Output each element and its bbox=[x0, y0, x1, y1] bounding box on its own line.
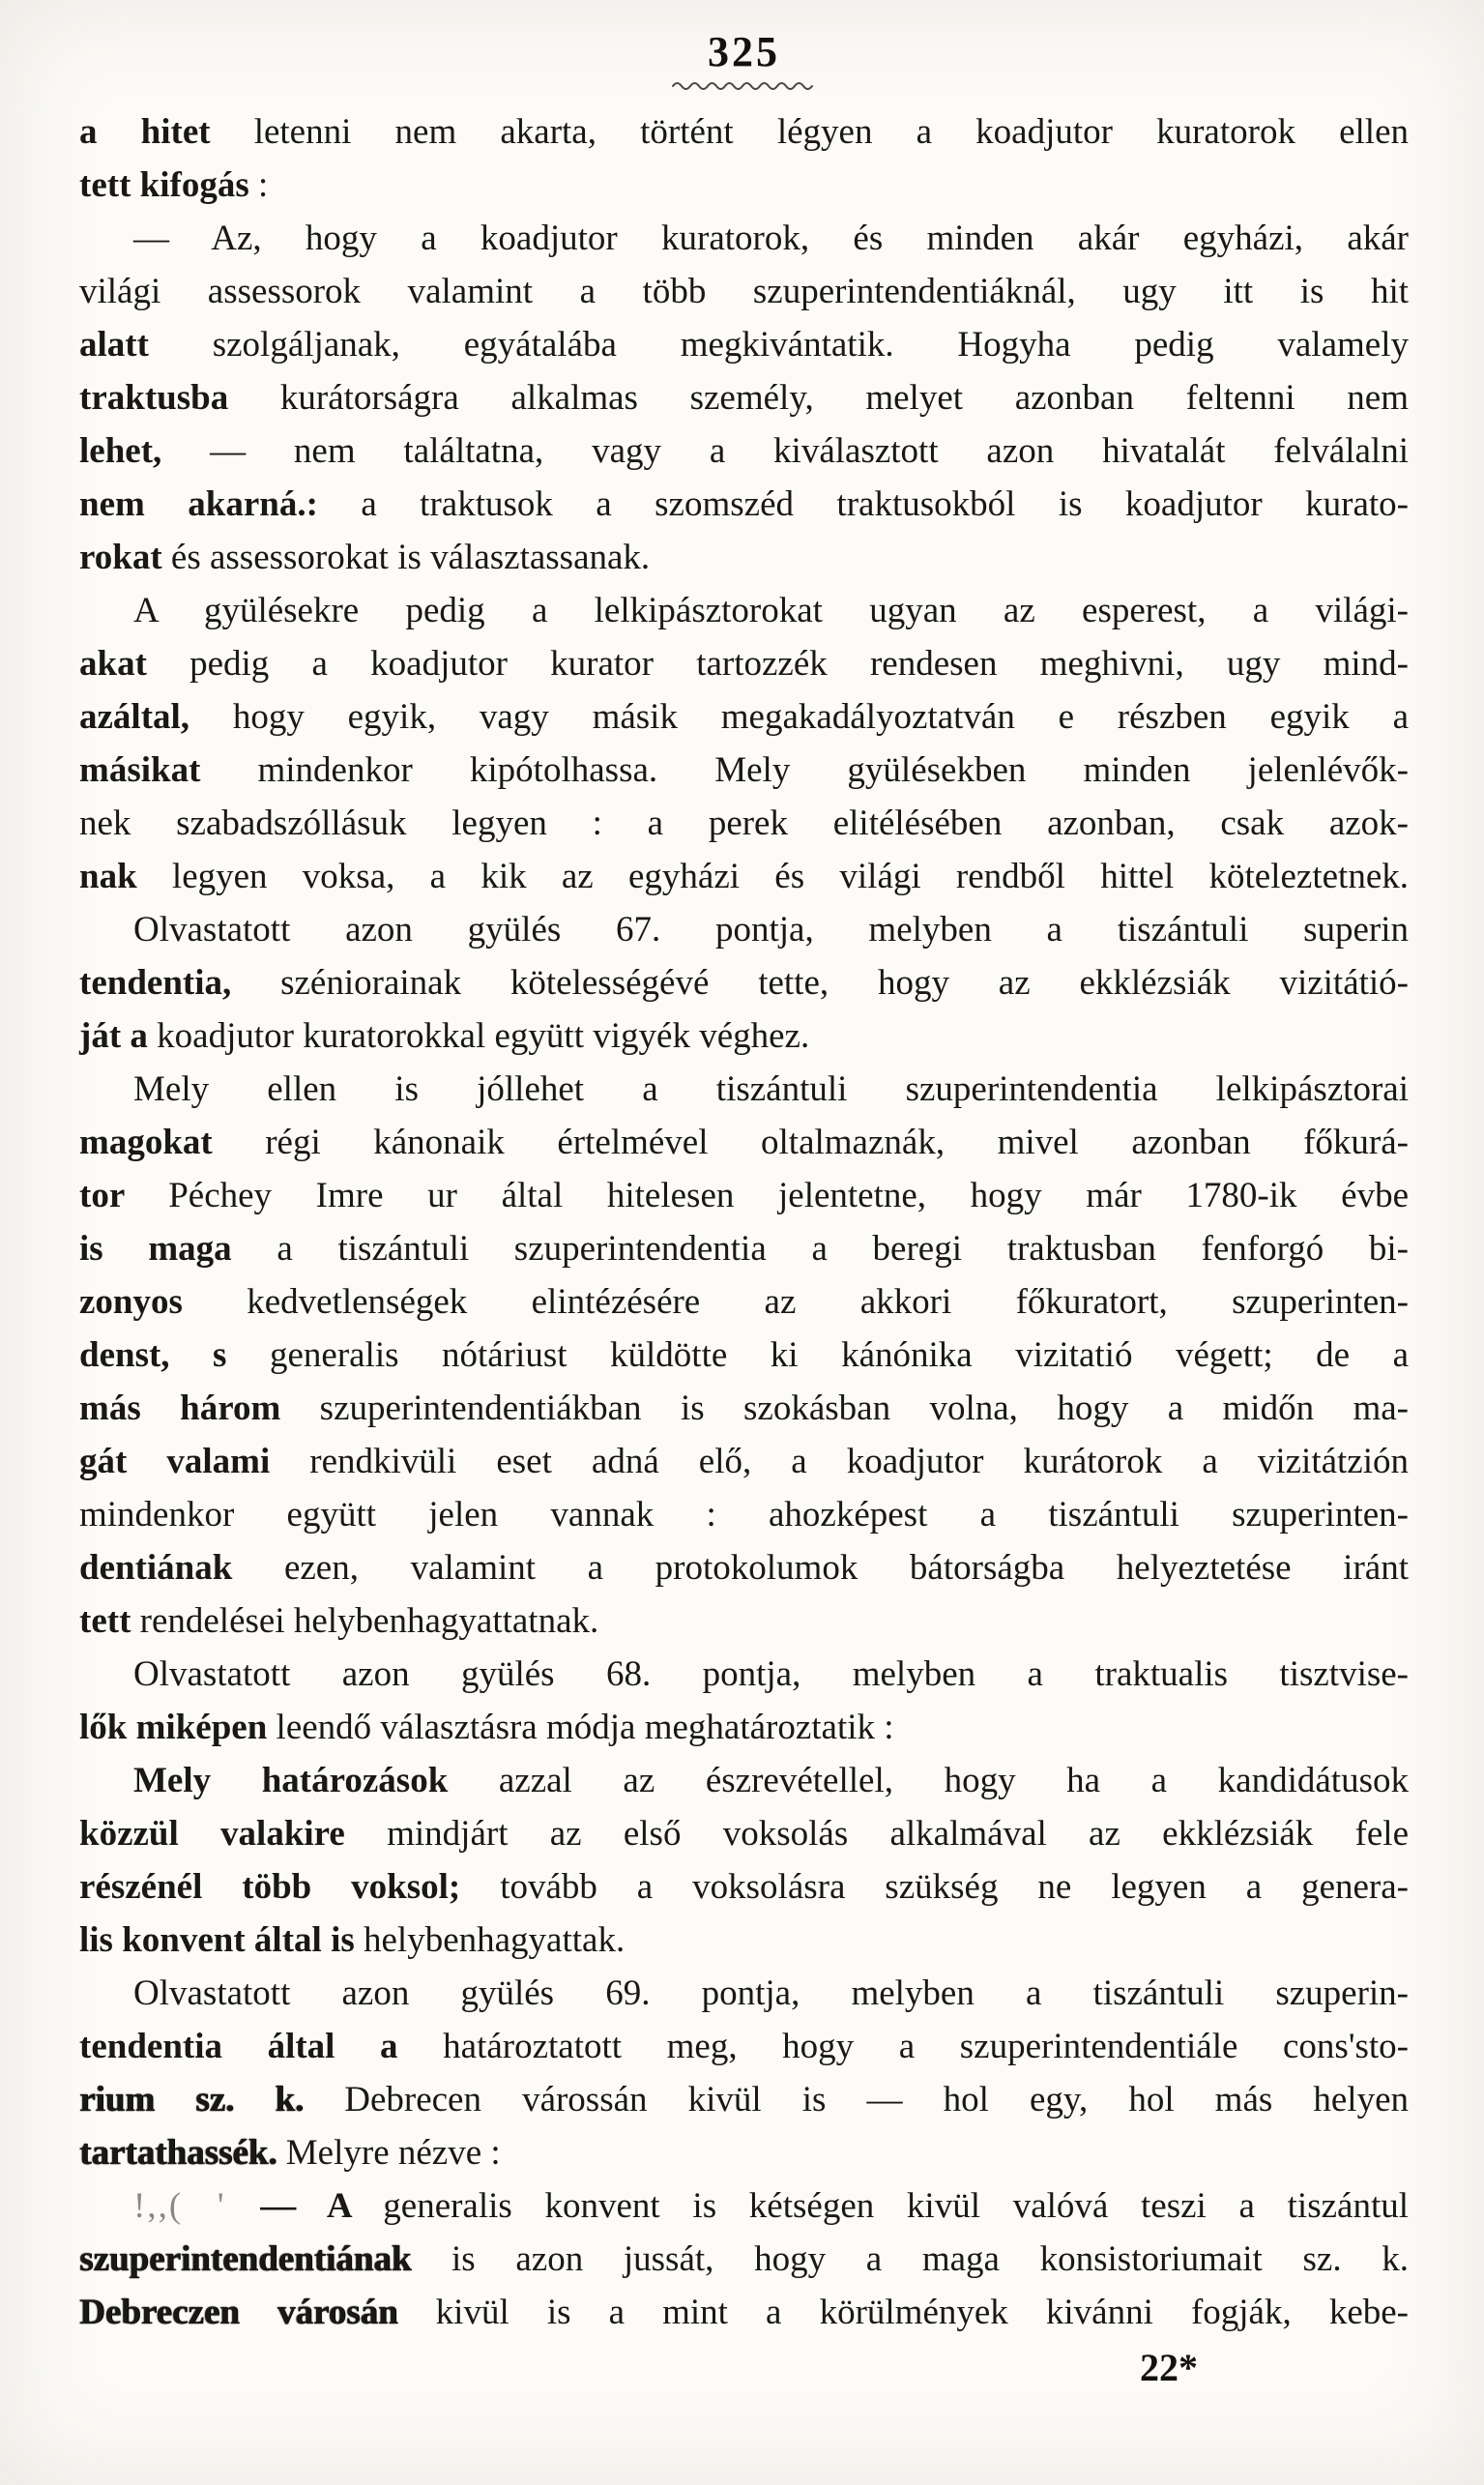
lead-word: másikat bbox=[79, 750, 258, 790]
text-line bbox=[79, 2286, 1409, 2339]
lead-word: magokat bbox=[79, 1123, 266, 1162]
signature-mark: 22* bbox=[1140, 2346, 1198, 2389]
lead-word: ját a bbox=[79, 1016, 158, 1056]
lead-word: lis konvent által is bbox=[79, 1920, 364, 1960]
text-line bbox=[79, 690, 1409, 744]
lead-word: tett bbox=[79, 1601, 140, 1641]
line-text: határoztatott meg, hogy a szuperintendentiále cons'sto- bbox=[443, 2027, 1409, 2066]
line-text: Olvastatott azon gyülés 67. pontja, melyben a tiszántuli superin bbox=[133, 910, 1409, 950]
line-text: kurátorságra alkalmas személy, melyet azonban feltenni nem bbox=[279, 378, 1409, 418]
line-text: legyen voksa, a kik az egyházi és világi rendből hittel köteleztetnek. bbox=[171, 857, 1409, 896]
line-text: azzal az észrevétellel, hogy ha a kandidátusok bbox=[498, 1761, 1409, 1800]
text-line bbox=[79, 1222, 1409, 1275]
text-line bbox=[79, 478, 1409, 531]
lead-word: közzül valakire bbox=[79, 1814, 388, 1854]
lead-word: Mely határozások bbox=[133, 1761, 499, 1800]
text-line bbox=[79, 797, 1409, 850]
line-text: tovább a voksolásra szükség ne legyen a genera- bbox=[500, 1867, 1409, 1907]
line-text: szolgáljanak, egyátalába megkivántatik. Hogyha pedig valamely bbox=[212, 325, 1409, 365]
text-line bbox=[79, 903, 1409, 956]
line-text: régi kánonaik értelmével oltalmaznák, mivel azonban főkurá- bbox=[265, 1123, 1409, 1162]
text-line bbox=[79, 2233, 1409, 2286]
line-text: széniorainak kötelességévé tette, hogy az ekklézsiák vizitátió- bbox=[280, 963, 1410, 1003]
line-text: Mely ellen is jóllehet a tiszántuli szuperintendentia lelkipásztorai bbox=[133, 1069, 1409, 1109]
text-line bbox=[79, 1860, 1409, 1914]
line-text: A gyülésekre pedig a lelkipásztorokat ugyan az esperest, a világi- bbox=[133, 591, 1409, 630]
text-line bbox=[79, 1967, 1409, 2020]
text-line bbox=[79, 1275, 1409, 1329]
text-line bbox=[79, 265, 1409, 318]
line-text: nek szabadszóllásuk legyen : a perek elitélésében azonban, csak azok- bbox=[79, 804, 1409, 843]
lead-word: tett kifogás bbox=[79, 165, 258, 205]
lead-word: rium sz. k. bbox=[79, 2080, 345, 2120]
text-line bbox=[79, 1648, 1409, 1701]
text-line bbox=[79, 159, 1409, 212]
lead-word: gát valami bbox=[79, 1442, 310, 1481]
line-text: rendelései helybenhagyattatnak. bbox=[139, 1601, 599, 1641]
line-text: — Az, hogy a koadjutor kuratorok, és minden akár egyházi, akár bbox=[133, 219, 1409, 258]
lead-word: Debreczen városán bbox=[79, 2293, 436, 2332]
lead-word: részénél több voksol; bbox=[79, 1867, 501, 1907]
text-line bbox=[79, 956, 1409, 1009]
lead-word: zonyos bbox=[79, 1282, 247, 1322]
lead-word: — A bbox=[260, 2186, 384, 2226]
lead-word: denst, s bbox=[79, 1335, 270, 1375]
text-line bbox=[79, 1329, 1409, 1382]
line-text: Olvastatott azon gyülés 68. pontja, melyben a traktualis tisztvise- bbox=[133, 1654, 1409, 1694]
body-text bbox=[79, 105, 1409, 2339]
text-line bbox=[79, 1541, 1409, 1594]
lead-word: lők miképen bbox=[79, 1708, 276, 1747]
lead-word: azáltal, bbox=[79, 697, 233, 737]
lead-word: a hitet bbox=[79, 112, 254, 152]
text-line bbox=[79, 212, 1409, 265]
text-line bbox=[79, 1914, 1409, 1967]
line-text: Melyre nézve : bbox=[285, 2133, 501, 2173]
text-line bbox=[79, 371, 1409, 424]
lead-word: traktusba bbox=[79, 378, 280, 418]
lead-word: tendentia, bbox=[79, 963, 281, 1003]
lead-word: más három bbox=[79, 1389, 320, 1428]
line-text: világi assessorok valamint a több szuperintendentiáknál, ugy itt is hit bbox=[79, 272, 1409, 311]
text-line bbox=[79, 1488, 1409, 1541]
ink-artifact: !,,( ' bbox=[133, 2186, 261, 2226]
line-text: a tiszántuli szuperintendentia a beregi traktusban fenforgó bi- bbox=[276, 1229, 1410, 1269]
line-text: leendő választásra módja meghatároztatik : bbox=[276, 1708, 894, 1747]
text-line bbox=[79, 1063, 1409, 1116]
text-line bbox=[79, 1754, 1409, 1807]
text-line bbox=[79, 105, 1409, 159]
text-line bbox=[79, 1009, 1409, 1063]
text-line bbox=[79, 1169, 1409, 1222]
lead-word: tor bbox=[79, 1176, 169, 1215]
squiggle-underline bbox=[671, 78, 818, 92]
lead-word: szuperintendentiának bbox=[79, 2239, 452, 2279]
text-line bbox=[79, 2126, 1409, 2179]
text-line bbox=[79, 1701, 1409, 1754]
line-text: generalis nótáriust küldötte ki kánónika vizitatió végett; de a bbox=[269, 1335, 1409, 1375]
text-line bbox=[79, 1116, 1409, 1169]
line-text: hogy egyik, vagy másik megakadályoztatván e részben egyik a bbox=[232, 697, 1409, 737]
text-line bbox=[79, 2179, 1409, 2233]
lead-word: tendentia által a bbox=[79, 2027, 444, 2066]
page-number: 325 bbox=[708, 28, 780, 75]
text-line bbox=[79, 1807, 1409, 1860]
line-text: és assessorokat is választassanak. bbox=[170, 538, 651, 577]
line-text: is azon jussát, hogy a maga konsistoriumait sz. k. bbox=[451, 2239, 1409, 2279]
line-text: — nem találtatna, vagy a kiválasztott azon hivatalát felválalni bbox=[210, 431, 1409, 471]
line-text: mindjárt az első voksolás alkalmával az ekklézsiák fele bbox=[387, 1814, 1410, 1854]
text-line bbox=[79, 318, 1409, 371]
lead-word: nem akarná.: bbox=[79, 484, 362, 524]
text-line bbox=[79, 2073, 1409, 2126]
line-text: mindenkor kipótolhassa. Mely gyülésekben minden jelenlévők- bbox=[257, 750, 1409, 790]
line-text: rendkivüli eset adná elő, a koadjutor kurátorok a vizitátzión bbox=[309, 1442, 1409, 1481]
text-line bbox=[79, 584, 1409, 637]
line-text: Olvastatott azon gyülés 69. pontja, melyben a tiszántuli szuperin- bbox=[133, 1973, 1409, 2013]
lead-word: lehet, bbox=[79, 431, 211, 471]
text-line bbox=[79, 637, 1409, 690]
line-text: helybenhagyattak. bbox=[364, 1920, 626, 1960]
lead-word: rokat bbox=[79, 538, 171, 577]
lead-word: tartathassék. bbox=[79, 2133, 286, 2173]
line-text: Péchey Imre ur által hitelesen jelentetne, hogy már 1780-ik évbe bbox=[168, 1176, 1409, 1215]
text-line bbox=[79, 1382, 1409, 1435]
lead-word: nak bbox=[79, 857, 172, 896]
text-line bbox=[79, 744, 1409, 797]
line-text: pedig a koadjutor kurator tartozzék rendesen meghivni, ugy mind- bbox=[189, 644, 1409, 684]
lead-word: alatt bbox=[79, 325, 213, 365]
line-text: : bbox=[257, 165, 269, 205]
line-text: ezen, valamint a protokolumok bátorságba helyeztetése iránt bbox=[283, 1548, 1409, 1588]
lead-word: akat bbox=[79, 644, 190, 684]
text-line bbox=[79, 1435, 1409, 1488]
text-line bbox=[79, 531, 1409, 584]
lead-word: dentiának bbox=[79, 1548, 284, 1588]
line-text: Debrecen várossán kivül is — hol egy, hol más helyen bbox=[344, 2080, 1409, 2120]
line-text: kedvetlenségek elintézésére az akkori főkuratort, szuperinten- bbox=[247, 1282, 1409, 1322]
line-text: szuperintendentiákban is szokásban volna, hogy a midőn ma- bbox=[319, 1389, 1410, 1428]
line-text: kivül is a mint a körülmények kivánni fogják, kebe- bbox=[435, 2293, 1409, 2332]
line-text: a traktusok a szomszéd traktusokból is koadjutor kurato- bbox=[361, 484, 1409, 524]
text-line bbox=[79, 850, 1409, 903]
text-line bbox=[79, 424, 1409, 478]
text-line bbox=[79, 2020, 1409, 2073]
lead-word: is maga bbox=[79, 1229, 277, 1269]
line-text: mindenkor együtt jelen vannak : ahozképest a tiszántuli szuperinten- bbox=[79, 1495, 1409, 1535]
text-line bbox=[79, 1594, 1409, 1648]
line-text: generalis konvent is kétségen kivül valóvá teszi a tiszántul bbox=[383, 2186, 1410, 2226]
page-header bbox=[79, 25, 1409, 92]
line-text: letenni nem akarta, történt légyen a koadjutor kuratorok ellen bbox=[253, 112, 1409, 152]
line-text: koadjutor kuratorokkal együtt vigyék véghez. bbox=[157, 1016, 810, 1056]
